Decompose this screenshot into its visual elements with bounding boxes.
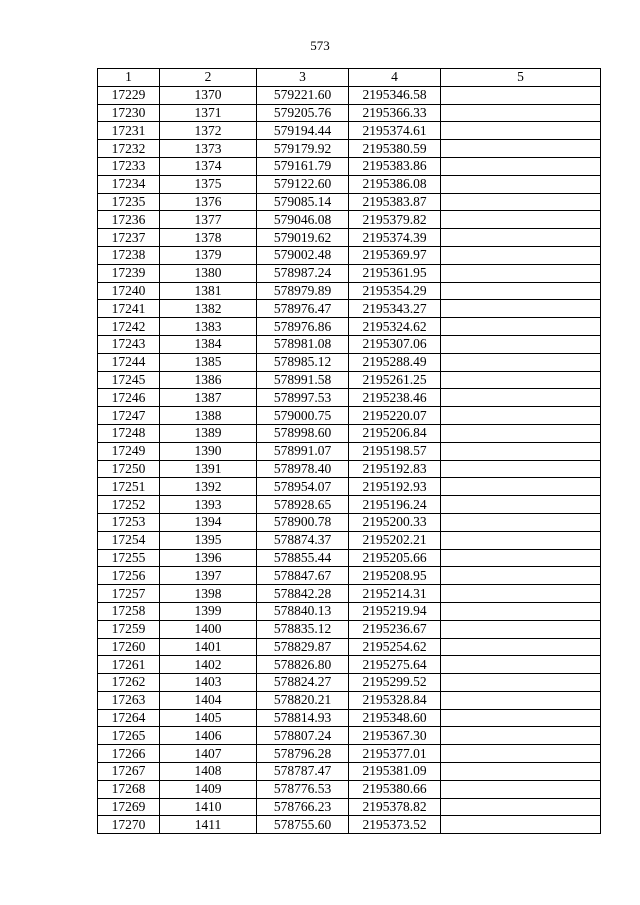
point-number-cell: 1384	[160, 335, 257, 353]
row-number-cell: 17238	[98, 246, 160, 264]
row-number-cell: 17243	[98, 335, 160, 353]
x-coordinate-cell: 578981.08	[257, 335, 349, 353]
row-number-cell: 17245	[98, 371, 160, 389]
note-cell	[441, 763, 601, 781]
note-cell	[441, 175, 601, 193]
note-cell	[441, 638, 601, 656]
note-cell	[441, 300, 601, 318]
row-number-cell: 17251	[98, 478, 160, 496]
note-cell	[441, 389, 601, 407]
x-coordinate-cell: 578979.89	[257, 282, 349, 300]
note-cell	[441, 246, 601, 264]
point-number-cell: 1391	[160, 460, 257, 478]
note-cell	[441, 567, 601, 585]
y-coordinate-cell: 2195383.86	[349, 157, 441, 175]
x-coordinate-cell: 578855.44	[257, 549, 349, 567]
y-coordinate-cell: 2195369.97	[349, 246, 441, 264]
row-number-cell: 17240	[98, 282, 160, 300]
point-number-cell: 1388	[160, 407, 257, 425]
y-coordinate-cell: 2195236.67	[349, 620, 441, 638]
row-number-cell: 17261	[98, 656, 160, 674]
row-number-cell: 17246	[98, 389, 160, 407]
point-number-cell: 1407	[160, 745, 257, 763]
table-row	[98, 175, 601, 193]
row-number-cell: 17233	[98, 157, 160, 175]
row-number-cell: 17230	[98, 104, 160, 122]
table-row	[98, 531, 601, 549]
point-number-cell: 1380	[160, 264, 257, 282]
point-number-cell: 1378	[160, 229, 257, 247]
note-cell	[441, 531, 601, 549]
table-row	[98, 424, 601, 442]
y-coordinate-cell: 2195261.25	[349, 371, 441, 389]
point-number-cell: 1382	[160, 300, 257, 318]
table-row	[98, 104, 601, 122]
y-coordinate-cell: 2195380.66	[349, 780, 441, 798]
note-cell	[441, 780, 601, 798]
row-number-cell: 17254	[98, 531, 160, 549]
column-header-5: 5	[441, 69, 601, 87]
note-cell	[441, 371, 601, 389]
column-header-1: 1	[98, 69, 160, 87]
y-coordinate-cell: 2195307.06	[349, 335, 441, 353]
x-coordinate-cell: 578976.86	[257, 318, 349, 336]
note-cell	[441, 620, 601, 638]
table-row	[98, 264, 601, 282]
row-number-cell: 17265	[98, 727, 160, 745]
table-row	[98, 656, 601, 674]
table-row	[98, 816, 601, 834]
x-coordinate-cell: 579002.48	[257, 246, 349, 264]
point-number-cell: 1370	[160, 86, 257, 104]
point-number-cell: 1379	[160, 246, 257, 264]
point-number-cell: 1392	[160, 478, 257, 496]
row-number-cell: 17244	[98, 353, 160, 371]
x-coordinate-cell: 579161.79	[257, 157, 349, 175]
table-row	[98, 638, 601, 656]
note-cell	[441, 264, 601, 282]
point-number-cell: 1389	[160, 424, 257, 442]
note-cell	[441, 816, 601, 834]
table-row	[98, 727, 601, 745]
note-cell	[441, 140, 601, 158]
table-row	[98, 371, 601, 389]
note-cell	[441, 674, 601, 692]
x-coordinate-cell: 578824.27	[257, 674, 349, 692]
x-coordinate-cell: 578755.60	[257, 816, 349, 834]
point-number-cell: 1390	[160, 442, 257, 460]
y-coordinate-cell: 2195288.49	[349, 353, 441, 371]
y-coordinate-cell: 2195206.84	[349, 424, 441, 442]
row-number-cell: 17231	[98, 122, 160, 140]
table-row	[98, 674, 601, 692]
x-coordinate-cell: 578829.87	[257, 638, 349, 656]
table-row	[98, 620, 601, 638]
point-number-cell: 1373	[160, 140, 257, 158]
table-row	[98, 389, 601, 407]
note-cell	[441, 691, 601, 709]
y-coordinate-cell: 2195324.62	[349, 318, 441, 336]
point-number-cell: 1408	[160, 763, 257, 781]
y-coordinate-cell: 2195208.95	[349, 567, 441, 585]
row-number-cell: 17270	[98, 816, 160, 834]
table-row	[98, 246, 601, 264]
x-coordinate-cell: 579205.76	[257, 104, 349, 122]
table-row	[98, 318, 601, 336]
y-coordinate-cell: 2195380.59	[349, 140, 441, 158]
x-coordinate-cell: 578987.24	[257, 264, 349, 282]
note-cell	[441, 549, 601, 567]
note-cell	[441, 229, 601, 247]
point-number-cell: 1381	[160, 282, 257, 300]
table-row	[98, 602, 601, 620]
row-number-cell: 17256	[98, 567, 160, 585]
point-number-cell: 1406	[160, 727, 257, 745]
point-number-cell: 1400	[160, 620, 257, 638]
table-row	[98, 193, 601, 211]
row-number-cell: 17259	[98, 620, 160, 638]
row-number-cell: 17255	[98, 549, 160, 567]
point-number-cell: 1395	[160, 531, 257, 549]
point-number-cell: 1386	[160, 371, 257, 389]
y-coordinate-cell: 2195328.84	[349, 691, 441, 709]
point-number-cell: 1385	[160, 353, 257, 371]
point-number-cell: 1376	[160, 193, 257, 211]
note-cell	[441, 709, 601, 727]
row-number-cell: 17252	[98, 496, 160, 514]
point-number-cell: 1387	[160, 389, 257, 407]
note-cell	[441, 745, 601, 763]
table-row	[98, 335, 601, 353]
y-coordinate-cell: 2195386.08	[349, 175, 441, 193]
row-number-cell: 17263	[98, 691, 160, 709]
table-row	[98, 798, 601, 816]
note-cell	[441, 318, 601, 336]
note-cell	[441, 798, 601, 816]
point-number-cell: 1410	[160, 798, 257, 816]
x-coordinate-cell: 578807.24	[257, 727, 349, 745]
table-row	[98, 549, 601, 567]
y-coordinate-cell: 2195238.46	[349, 389, 441, 407]
note-cell	[441, 513, 601, 531]
y-coordinate-cell: 2195200.33	[349, 513, 441, 531]
table-row	[98, 567, 601, 585]
y-coordinate-cell: 2195378.82	[349, 798, 441, 816]
x-coordinate-cell: 578991.07	[257, 442, 349, 460]
x-coordinate-cell: 578787.47	[257, 763, 349, 781]
y-coordinate-cell: 2195361.95	[349, 264, 441, 282]
point-number-cell: 1411	[160, 816, 257, 834]
header-row	[98, 69, 601, 87]
point-number-cell: 1393	[160, 496, 257, 514]
row-number-cell: 17241	[98, 300, 160, 318]
row-number-cell: 17268	[98, 780, 160, 798]
coordinates-table	[97, 68, 601, 834]
column-header-3: 3	[257, 69, 349, 87]
row-number-cell: 17269	[98, 798, 160, 816]
x-coordinate-cell: 578900.78	[257, 513, 349, 531]
table-row	[98, 353, 601, 371]
table-row	[98, 513, 601, 531]
point-number-cell: 1401	[160, 638, 257, 656]
y-coordinate-cell: 2195366.33	[349, 104, 441, 122]
row-number-cell: 17229	[98, 86, 160, 104]
row-number-cell: 17266	[98, 745, 160, 763]
table-row	[98, 157, 601, 175]
x-coordinate-cell: 578826.80	[257, 656, 349, 674]
note-cell	[441, 353, 601, 371]
table-row	[98, 229, 601, 247]
row-number-cell: 17267	[98, 763, 160, 781]
page-number: 573	[310, 38, 330, 53]
table-row	[98, 763, 601, 781]
note-cell	[441, 478, 601, 496]
y-coordinate-cell: 2195374.61	[349, 122, 441, 140]
y-coordinate-cell: 2195373.52	[349, 816, 441, 834]
x-coordinate-cell: 579046.08	[257, 211, 349, 229]
y-coordinate-cell: 2195377.01	[349, 745, 441, 763]
y-coordinate-cell: 2195219.94	[349, 602, 441, 620]
x-coordinate-cell: 578928.65	[257, 496, 349, 514]
table-row	[98, 122, 601, 140]
row-number-cell: 17237	[98, 229, 160, 247]
point-number-cell: 1405	[160, 709, 257, 727]
x-coordinate-cell: 578835.12	[257, 620, 349, 638]
table-row	[98, 745, 601, 763]
note-cell	[441, 335, 601, 353]
row-number-cell: 17248	[98, 424, 160, 442]
note-cell	[441, 656, 601, 674]
note-cell	[441, 122, 601, 140]
point-number-cell: 1377	[160, 211, 257, 229]
column-header-4: 4	[349, 69, 441, 87]
note-cell	[441, 496, 601, 514]
point-number-cell: 1398	[160, 585, 257, 603]
table-row	[98, 442, 601, 460]
table-row	[98, 691, 601, 709]
table-row	[98, 140, 601, 158]
y-coordinate-cell: 2195214.31	[349, 585, 441, 603]
note-cell	[441, 193, 601, 211]
y-coordinate-cell: 2195346.58	[349, 86, 441, 104]
row-number-cell: 17250	[98, 460, 160, 478]
point-number-cell: 1403	[160, 674, 257, 692]
x-coordinate-cell: 578978.40	[257, 460, 349, 478]
point-number-cell: 1372	[160, 122, 257, 140]
table-row	[98, 407, 601, 425]
row-number-cell: 17232	[98, 140, 160, 158]
x-coordinate-cell: 578814.93	[257, 709, 349, 727]
x-coordinate-cell: 579085.14	[257, 193, 349, 211]
point-number-cell: 1375	[160, 175, 257, 193]
row-number-cell: 17247	[98, 407, 160, 425]
table-header	[98, 69, 601, 87]
note-cell	[441, 602, 601, 620]
x-coordinate-cell: 578985.12	[257, 353, 349, 371]
row-number-cell: 17236	[98, 211, 160, 229]
point-number-cell: 1394	[160, 513, 257, 531]
x-coordinate-cell: 578997.53	[257, 389, 349, 407]
y-coordinate-cell: 2195379.82	[349, 211, 441, 229]
x-coordinate-cell: 578847.67	[257, 567, 349, 585]
table-row	[98, 709, 601, 727]
row-number-cell: 17262	[98, 674, 160, 692]
x-coordinate-cell: 579221.60	[257, 86, 349, 104]
row-number-cell: 17264	[98, 709, 160, 727]
row-number-cell: 17249	[98, 442, 160, 460]
y-coordinate-cell: 2195192.83	[349, 460, 441, 478]
y-coordinate-cell: 2195348.60	[349, 709, 441, 727]
y-coordinate-cell: 2195198.57	[349, 442, 441, 460]
x-coordinate-cell: 578874.37	[257, 531, 349, 549]
note-cell	[441, 282, 601, 300]
table-row	[98, 585, 601, 603]
point-number-cell: 1404	[160, 691, 257, 709]
x-coordinate-cell: 578976.47	[257, 300, 349, 318]
row-number-cell: 17242	[98, 318, 160, 336]
table-row	[98, 282, 601, 300]
y-coordinate-cell: 2195299.52	[349, 674, 441, 692]
y-coordinate-cell: 2195220.07	[349, 407, 441, 425]
y-coordinate-cell: 2195354.29	[349, 282, 441, 300]
y-coordinate-cell: 2195205.66	[349, 549, 441, 567]
note-cell	[441, 442, 601, 460]
x-coordinate-cell: 578766.23	[257, 798, 349, 816]
row-number-cell: 17239	[98, 264, 160, 282]
row-number-cell: 17253	[98, 513, 160, 531]
row-number-cell: 17258	[98, 602, 160, 620]
row-number-cell: 17260	[98, 638, 160, 656]
note-cell	[441, 424, 601, 442]
x-coordinate-cell: 578840.13	[257, 602, 349, 620]
x-coordinate-cell: 578991.58	[257, 371, 349, 389]
x-coordinate-cell: 579000.75	[257, 407, 349, 425]
x-coordinate-cell: 579194.44	[257, 122, 349, 140]
y-coordinate-cell: 2195202.21	[349, 531, 441, 549]
row-number-cell: 17234	[98, 175, 160, 193]
note-cell	[441, 211, 601, 229]
point-number-cell: 1383	[160, 318, 257, 336]
note-cell	[441, 157, 601, 175]
point-number-cell: 1409	[160, 780, 257, 798]
note-cell	[441, 86, 601, 104]
x-coordinate-cell: 578796.28	[257, 745, 349, 763]
x-coordinate-cell: 578842.28	[257, 585, 349, 603]
table-row	[98, 211, 601, 229]
point-number-cell: 1397	[160, 567, 257, 585]
point-number-cell: 1399	[160, 602, 257, 620]
table-row	[98, 478, 601, 496]
note-cell	[441, 585, 601, 603]
y-coordinate-cell: 2195383.87	[349, 193, 441, 211]
point-number-cell: 1402	[160, 656, 257, 674]
y-coordinate-cell: 2195196.24	[349, 496, 441, 514]
x-coordinate-cell: 579019.62	[257, 229, 349, 247]
column-header-2: 2	[160, 69, 257, 87]
table-body	[98, 86, 601, 833]
y-coordinate-cell: 2195254.62	[349, 638, 441, 656]
x-coordinate-cell: 579179.92	[257, 140, 349, 158]
note-cell	[441, 104, 601, 122]
note-cell	[441, 460, 601, 478]
y-coordinate-cell: 2195275.64	[349, 656, 441, 674]
point-number-cell: 1374	[160, 157, 257, 175]
row-number-cell: 17235	[98, 193, 160, 211]
table-row	[98, 496, 601, 514]
point-number-cell: 1396	[160, 549, 257, 567]
row-number-cell: 17257	[98, 585, 160, 603]
x-coordinate-cell: 578820.21	[257, 691, 349, 709]
table-row	[98, 300, 601, 318]
y-coordinate-cell: 2195192.93	[349, 478, 441, 496]
x-coordinate-cell: 578954.07	[257, 478, 349, 496]
note-cell	[441, 727, 601, 745]
x-coordinate-cell: 579122.60	[257, 175, 349, 193]
y-coordinate-cell: 2195367.30	[349, 727, 441, 745]
point-number-cell: 1371	[160, 104, 257, 122]
table-row	[98, 460, 601, 478]
y-coordinate-cell: 2195343.27	[349, 300, 441, 318]
y-coordinate-cell: 2195374.39	[349, 229, 441, 247]
table-row	[98, 780, 601, 798]
note-cell	[441, 407, 601, 425]
x-coordinate-cell: 578776.53	[257, 780, 349, 798]
x-coordinate-cell: 578998.60	[257, 424, 349, 442]
y-coordinate-cell: 2195381.09	[349, 763, 441, 781]
table-row	[98, 86, 601, 104]
